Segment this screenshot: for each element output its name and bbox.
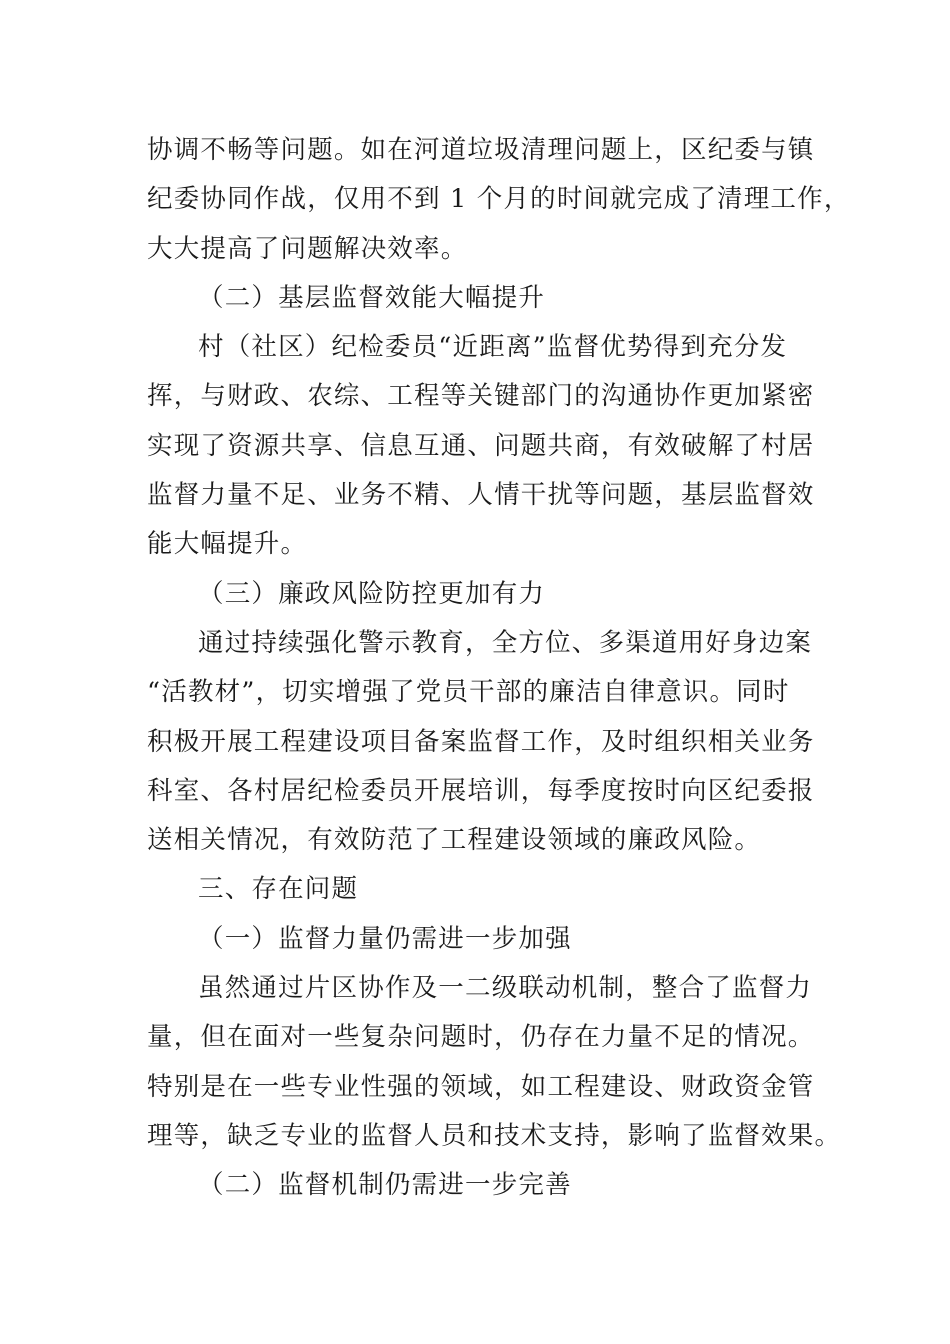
body-text-line: 特别是在一些专业性强的领域，如工程建设、财政资金管 <box>147 1071 815 1102</box>
chapter-heading: 三、存在问题 <box>198 874 359 905</box>
body-text-line: 量，但在面对一些复杂问题时，仍存在力量不足的情况。 <box>147 1022 815 1053</box>
body-text-line: 积极开展工程建设项目备案监督工作，及时组织相关业务 <box>147 726 815 757</box>
body-text-line: 送相关情况，有效防范了工程建设领域的廉政风险。 <box>147 825 762 856</box>
body-text-line: 监督力量不足、业务不精、人情干扰等问题，基层监督效 <box>147 480 815 511</box>
body-text-line: 理等，缺乏专业的监督人员和技术支持，影响了监督效果。 <box>147 1120 842 1151</box>
body-text-line: 虽然通过片区协作及一二级联动机制，整合了监督力 <box>198 973 813 1004</box>
document-page <box>147 126 851 1211</box>
body-text-line: 挥，与财政、农综、工程等关键部门的沟通协作更加紧密 <box>147 381 815 412</box>
body-text-line: 协调不畅等问题。如在河道垃圾清理问题上，区纪委与镇 <box>147 135 815 165</box>
body-text-line: 通过持续强化警示教育，全方位、多渠道用好身边案 <box>198 627 813 658</box>
section-heading: （三）廉政风险防控更加有力 <box>198 578 546 609</box>
body-text-line: 能大幅提升。 <box>147 529 308 560</box>
section-heading: （一）监督力量仍需进一步加强 <box>198 923 572 954</box>
body-text-line: “活教材”，切实增强了党员干部的廉洁自律意识。同时 <box>147 677 790 708</box>
body-text-line: 实现了资源共享、信息互通、问题共商，有效破解了村居 <box>147 430 815 461</box>
body-text-line: 纪委协同作战，仅用不到 1 个月的时间就完成了清理工作， <box>147 184 851 215</box>
body-text-line: 村（社区）纪检委员“近距离”监督优势得到充分发 <box>198 332 788 363</box>
section-heading: （二）基层监督效能大幅提升 <box>198 282 546 313</box>
body-text-line: 科室、各村居纪检委员开展培训，每季度按时向区纪委报 <box>147 775 815 806</box>
section-heading: （二）监督机制仍需进一步完善 <box>198 1170 572 1201</box>
body-text-line: 大大提高了问题解决效率。 <box>147 233 468 264</box>
